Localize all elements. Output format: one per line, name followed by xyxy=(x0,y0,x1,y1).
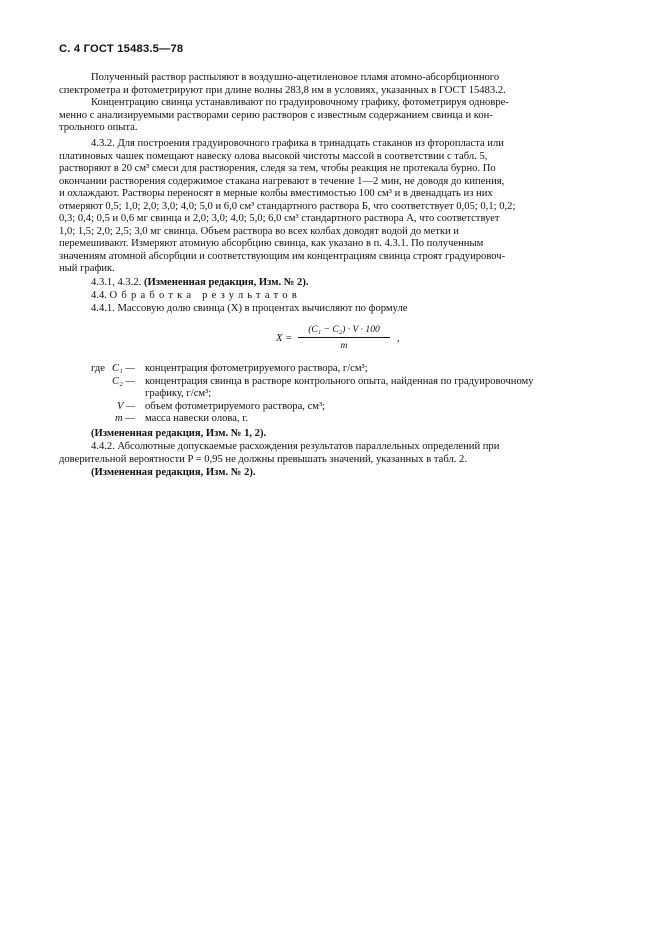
text-line: доверительной вероятности P = 0,95 не должны превышать значений, указанных в табл. 2. xyxy=(59,453,467,465)
edition-note-2: (Измененная редакция, Изм. № 1, 2). xyxy=(91,428,267,439)
paragraph-spray xyxy=(59,72,604,97)
formula-fraction xyxy=(298,324,390,351)
section-number: 4.4. xyxy=(91,290,110,301)
definition-text: объем фотометрируемого раствора, см³; xyxy=(145,400,326,412)
definition-text: масса навески олова, г. xyxy=(145,413,249,425)
text-line: 0,3; 0,4; 0,5 и 0,6 мг свинца и 2,0; 3,0; 4,0; 5,0; 6,0 см³ стандартного раствора А, что соответствует xyxy=(59,213,500,224)
edition-note-prefix: 4.3.1, 4.3.2. xyxy=(91,277,144,288)
lead-fraction-formula xyxy=(276,324,416,358)
text-line: 1,0; 1,5; 2,0; 2,5; 3,0 мг свинца. Объем раствора во всех колбах доводят водой до метки и xyxy=(59,225,459,237)
definition-symbol: C₂ — xyxy=(112,375,135,387)
text-line: отмеряют 0,5; 1,0; 2,0; 3,0; 4,0; 5,0 и 6,0 см³ стандартного раствора Б, что соответствует 0,05; 0,1; 0,2; xyxy=(59,200,516,212)
formula-numerator: (C₁ − C₂) · V · 100 xyxy=(308,324,380,335)
paragraph-4-3-2 xyxy=(59,138,604,276)
definition-text: концентрация свинца в растворе контрольного опыта, найденная по градуировочному xyxy=(145,375,534,387)
definition-row xyxy=(91,363,611,376)
definition-row xyxy=(91,376,611,389)
definition-symbol: V — xyxy=(117,400,136,412)
definition-row xyxy=(91,413,611,426)
formula-tail: , xyxy=(397,333,400,344)
text-line: Полученный раствор распыляют в воздушно-ацетиленовое пламя атомно-абсорбционного xyxy=(91,72,500,83)
section-4-4-heading xyxy=(91,290,604,303)
page-header: С. 4 ГОСТ 15483.5—78 xyxy=(59,43,184,55)
text-line: и охлаждают. Растворы переносят в мерные колбы вместимостью 100 см³ и в двенадцать из них xyxy=(59,188,493,199)
formula-denominator: m xyxy=(340,340,348,351)
definition-row xyxy=(91,401,611,414)
text-line: платиновых чашек помещают навеску олова высокой чистоты массой в соответствии с табл. 5, xyxy=(59,150,488,162)
definition-symbol: m — xyxy=(115,413,135,425)
paragraph-4-4-1 xyxy=(91,303,604,316)
formula-intro: 4.4.1. Массовую долю свинца (X) в процентах вычисляют по формуле xyxy=(91,303,408,314)
paragraph-concentration xyxy=(59,97,604,135)
edition-note-bold: (Измененная редакция, Изм. № 2). xyxy=(143,277,309,288)
where-label: где xyxy=(91,363,105,374)
definition-text: концентрация фотометрируемого раствора, г/см³; xyxy=(145,363,368,374)
text-line: значениям атомной абсорбции и соответствующим им концентрациям свинца строят градуировоч- xyxy=(59,250,506,262)
text-line: ный график. xyxy=(59,263,115,274)
definition-text: графику, г/см³; xyxy=(145,388,212,400)
definition-row xyxy=(91,388,611,401)
paragraph-4-4-2 xyxy=(59,441,604,466)
definition-symbol: C₁ — xyxy=(112,363,135,374)
text-line: перемешивают. Измеряют атомную абсорбцию свинца, как указано в п. 4.3.1. По полученным xyxy=(59,238,484,249)
text-line: спектрометра и фотометрируют при длине волны 283,8 нм в условиях, указанных в ГОСТ 15483.2. xyxy=(59,84,506,96)
text-line: менно с анализируемыми растворами серию растворов с известным содержанием свинца и кон- xyxy=(59,109,493,121)
text-line: 4.3.2. Для построения градуировочного графика в тринадцать стаканов из фторопласта или xyxy=(91,138,504,149)
text-line: окончании растворения содержимое стакана нагревают в течение 1—2 мин, не доводя до кипения, xyxy=(59,175,505,187)
text-line: Концентрацию свинца устанавливают по градуировочному графику, фотометрируя одновре- xyxy=(91,97,509,108)
fraction-bar xyxy=(298,337,390,338)
formula-lhs: X = xyxy=(276,333,293,344)
edition-note-1 xyxy=(91,277,604,290)
variable-definitions xyxy=(91,363,611,426)
text-line: растворяют в 20 см³ смеси для растворения, следя за тем, чтобы реакция не протекала бурно. По xyxy=(59,163,496,174)
section-title: Обработка результатов xyxy=(109,290,301,301)
edition-note-3: (Измененная редакция, Изм. № 2). xyxy=(91,467,256,478)
text-line: трольного опыта. xyxy=(59,122,138,133)
text-line: 4.4.2. Абсолютные допускаемые расхождения результатов параллельных определений при xyxy=(91,441,500,452)
